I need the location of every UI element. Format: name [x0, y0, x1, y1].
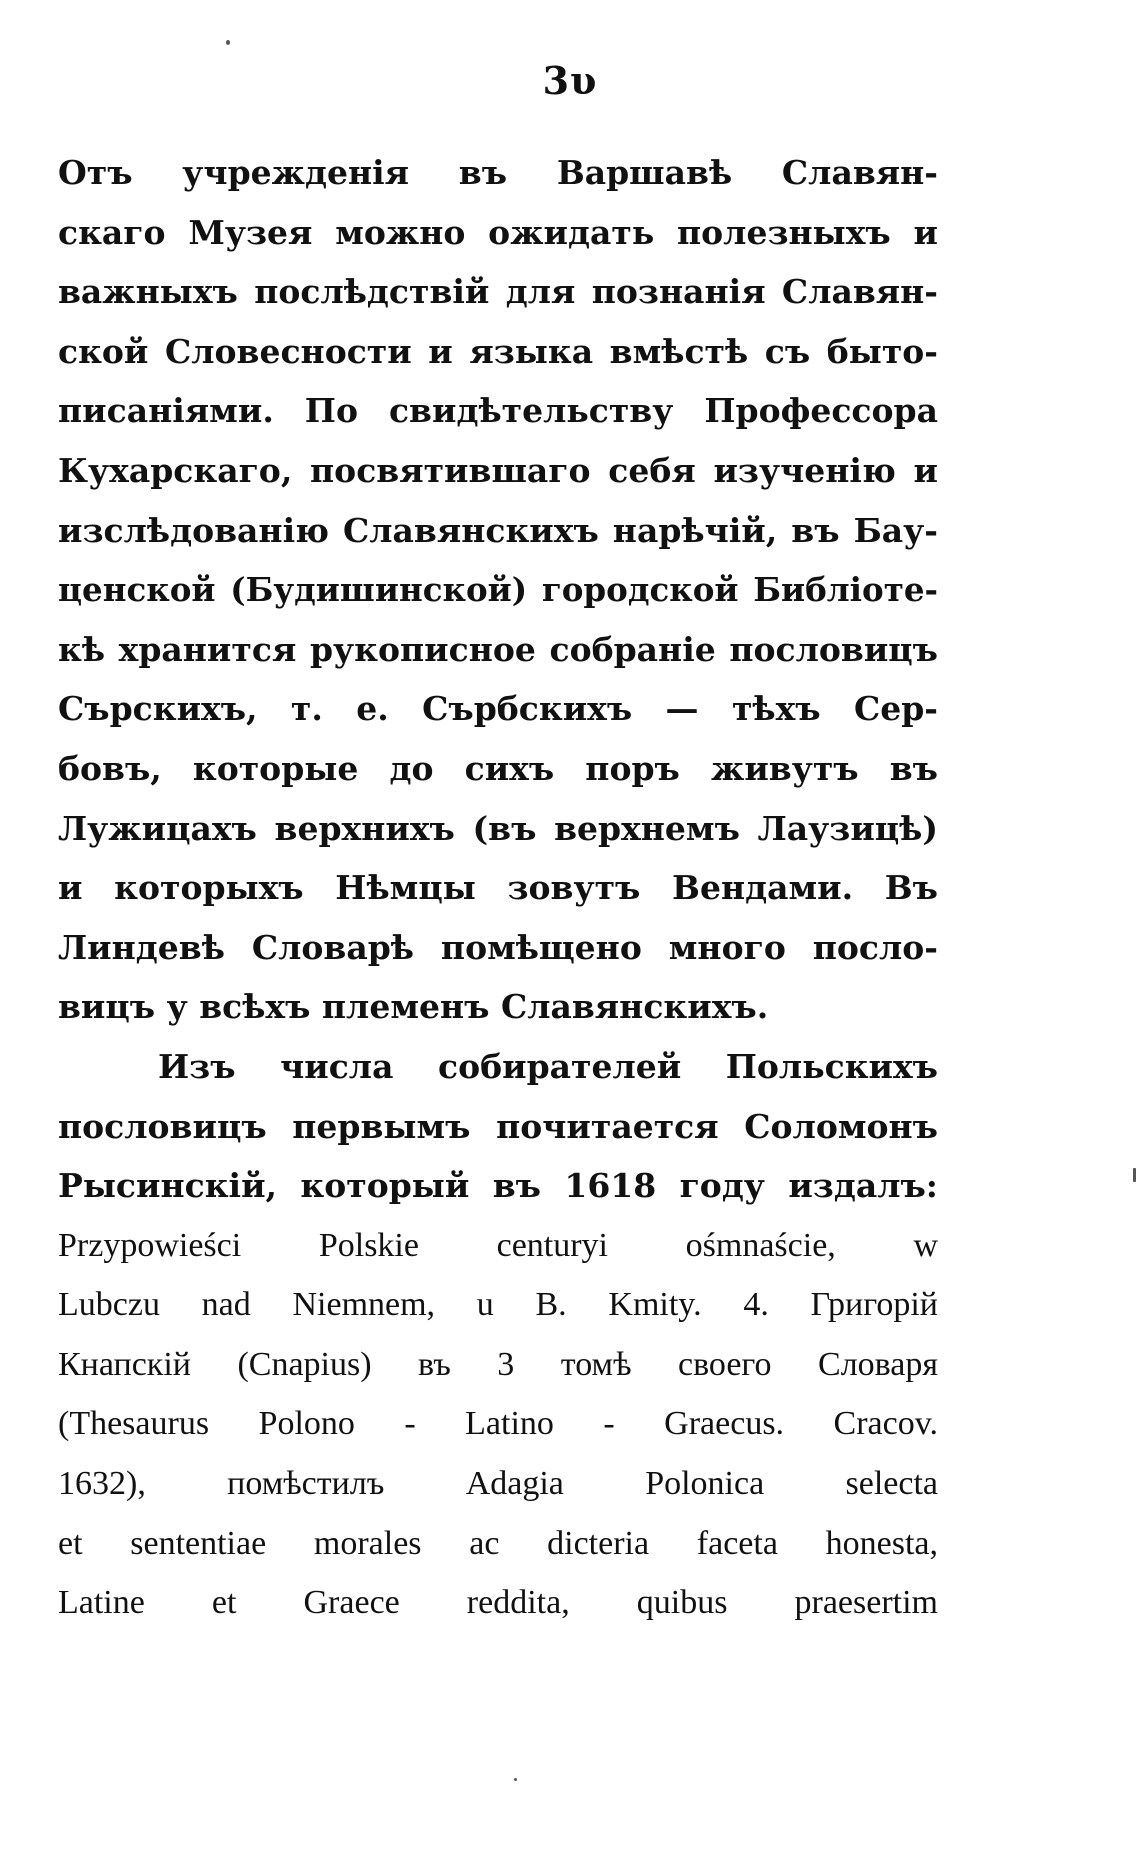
scan-speck [514, 1778, 517, 1781]
text-line: Лужицахъ верхнихъ (въ верхнемъ Лаузицѣ) [58, 808, 938, 848]
text-line: Кнапскій (Cnapius) въ 3 томѣ своего Словаря [58, 1345, 938, 1383]
text-line: Линдевѣ Словарѣ помѣщено много посло- [58, 927, 938, 967]
text-line: Рысинскій, который въ 1618 году издалъ: [58, 1166, 938, 1206]
text-line: и которыхъ Нѣмцы зовутъ Вендами. Въ [58, 868, 938, 908]
text-line: изслѣдованію Славянскихъ нарѣчій, въ Бау- [58, 510, 938, 550]
text-line: скаго Музея можно ожидать полезныхъ и [58, 212, 938, 252]
text-line: пословицъ первымъ почитается Соломонъ [58, 1106, 938, 1146]
text-line: Кухарскаго, посвятившаго себя изученію и [58, 450, 938, 490]
text-line: Przypowieści Polskie centuryi ośmnaście, w [58, 1226, 938, 1264]
text-line: Lubczu nad Niemnem, u B. Kmity. 4. Григорій [58, 1286, 938, 1324]
text-line: ской Словесности и языка вмѣстѣ съ быто- [58, 331, 938, 371]
text-line: et sententiae morales ac dicteria faceta honesta, [58, 1524, 938, 1562]
scan-speck [226, 40, 230, 45]
text-line: Отъ учрежденія въ Варшавѣ Славян- [58, 153, 938, 192]
scan-speck [1133, 1168, 1136, 1182]
page-text [58, 143, 938, 1633]
text-line: Изъ числа собирателей Польскихъ [158, 1046, 938, 1086]
text-line: 1632), помѣстилъ Adagia Polonica selecta [58, 1465, 938, 1503]
page-number: 3υ [542, 58, 598, 103]
text-line: ценской (Будишинской) городской Библіоте- [58, 570, 938, 610]
text-line: вицъ у всѣхъ племенъ Славянскихъ. [58, 987, 769, 1027]
text-line: важныхъ послѣдствій для познанія Славян- [58, 272, 938, 312]
text-line: Latine et Graece reddita, quibus praesertim [58, 1584, 938, 1622]
text-line: бовъ, которые до сихъ поръ живутъ въ [58, 748, 938, 788]
text-line: (Thesaurus Polono - Latino - Graecus. Cracov. [58, 1405, 938, 1443]
text-line: писаніями. По свидѣтельству Профессора [58, 391, 938, 431]
text-line: кѣ хранится рукописное собраніе пословицъ [58, 629, 938, 669]
text-line: Сърскихъ, т. е. Сърбскихъ — тѣхъ Сер- [58, 689, 938, 729]
